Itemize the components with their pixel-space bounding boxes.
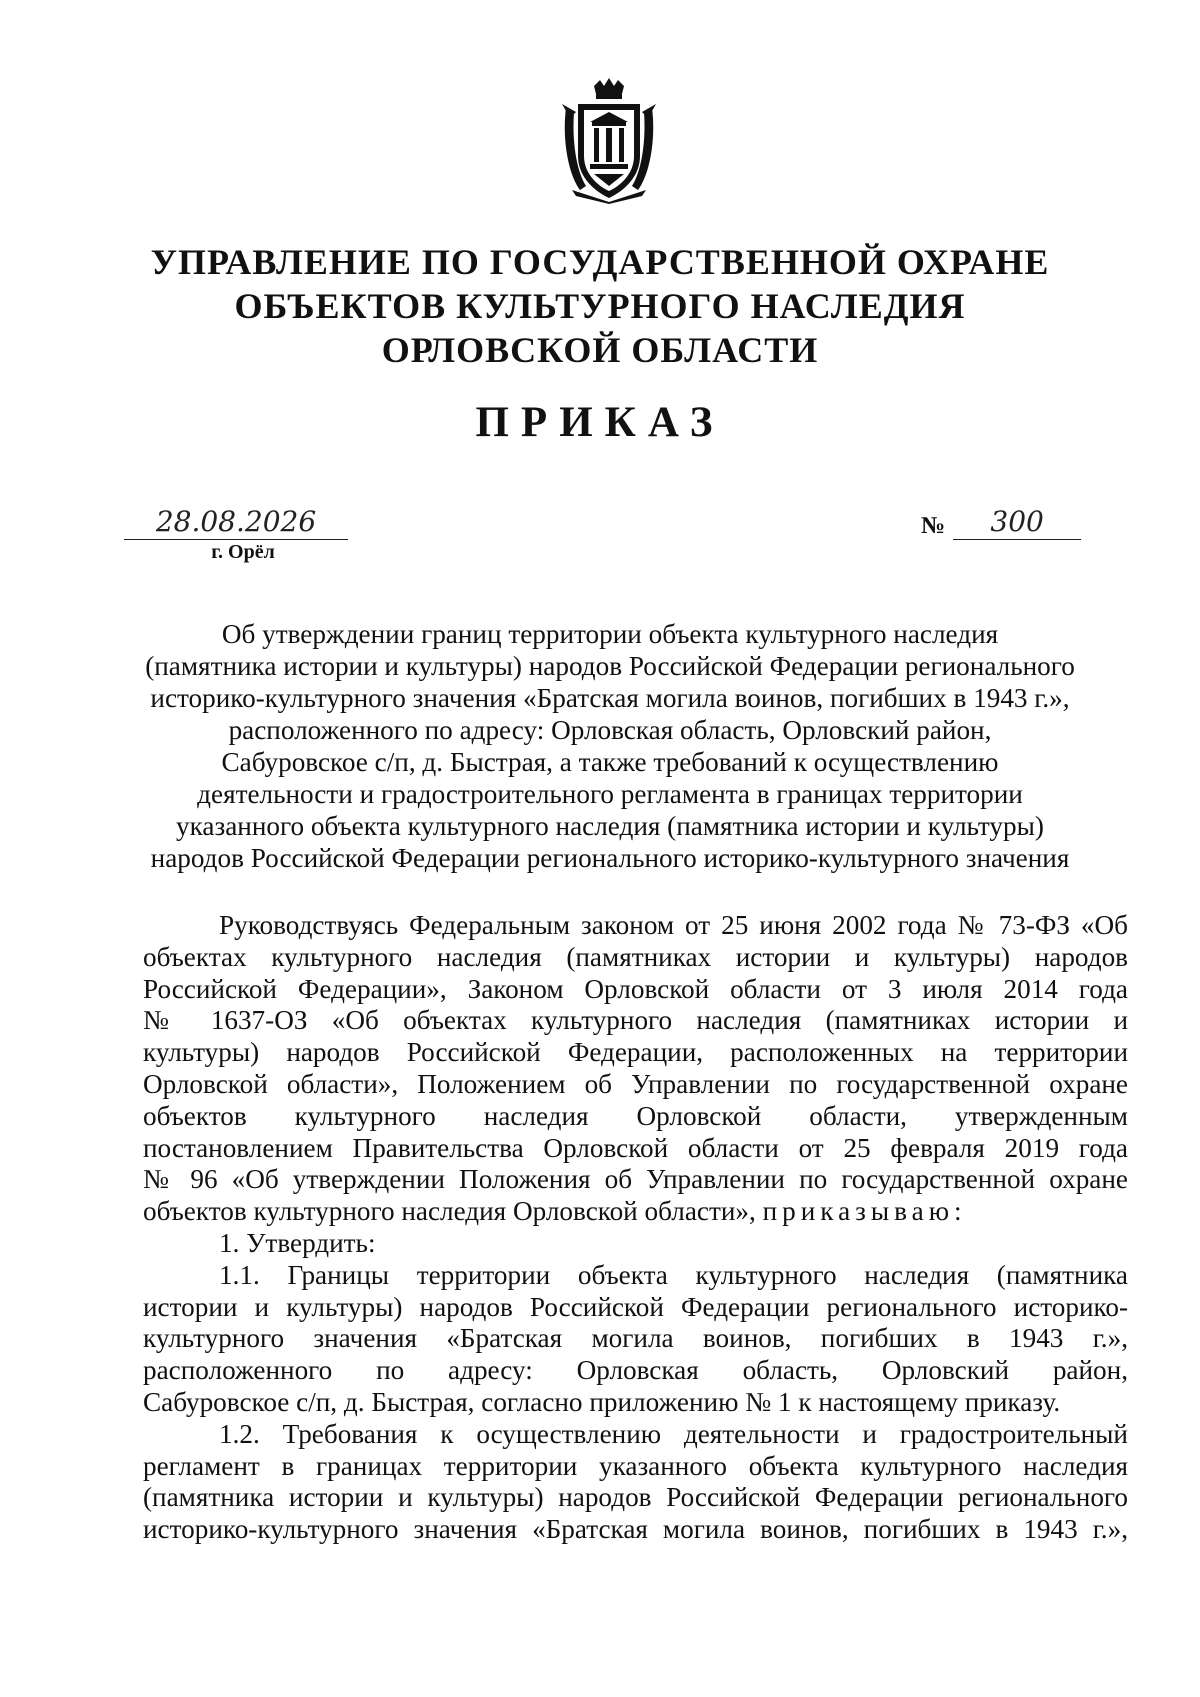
number-sign: № xyxy=(921,513,946,539)
order-word: приказываю: xyxy=(762,1196,967,1227)
subject-line: (памятника истории и культуры) народов Российской Федерации регионального xyxy=(145,651,1075,681)
document-number: 300 xyxy=(953,505,1081,540)
preamble-last-line xyxy=(143,1196,1128,1228)
item-1-2-line: историко-культурного значения «Братская могила воинов, погибших в 1943 г.», xyxy=(143,1514,1128,1545)
item-1-2-line: (памятника истории и культуры) народов Российской Федерации регионального xyxy=(143,1482,1128,1513)
item-1-2-line: регламент в границах территории указанного объекта культурного наследия xyxy=(143,1450,1128,1481)
preamble-line: Российской Федерации», Законом Орловской области от 3 июля 2014 года xyxy=(143,973,1128,1004)
item-1: 1. Утвердить: xyxy=(219,1227,376,1258)
coat-of-arms-emblem xyxy=(560,78,658,204)
document-body xyxy=(143,910,1128,1546)
subject-line: Сабуровское с/п, д. Быстрая, а также требований к осуществлению xyxy=(221,747,999,777)
subject-line: указанного объекта культурного наследия (памятника истории и культуры) xyxy=(176,811,1044,841)
preamble-line: № 96 «Об утверждении Положения об Управлении по государственной охране xyxy=(143,1164,1128,1195)
preamble-line: № 1637-ОЗ «Об объектах культурного наследия (памятниках истории и xyxy=(143,1005,1128,1036)
subject-line: расположенного по адресу: Орловская область, Орловский район, xyxy=(228,715,992,745)
item-1-1-line: истории и культуры) народов Российской Федерации регионального историко- xyxy=(143,1291,1128,1322)
number-block xyxy=(921,505,1081,540)
organization-name xyxy=(0,240,1200,372)
item-1-1-last-line: Сабуровское с/п, д. Быстрая, согласно приложению № 1 к настоящему приказу. xyxy=(143,1386,1061,1417)
item-1-1-line: расположенного по адресу: Орловская область, Орловский район, xyxy=(143,1355,1128,1386)
subject-line: Об утверждении границ территории объекта культурного наследия xyxy=(221,619,999,649)
document-type-title: ПРИКАЗ xyxy=(475,399,725,446)
preamble-line: Орловской области», Положением об Управлении по государственной охране xyxy=(143,1068,1128,1099)
subject-line: народов Российской Федерации регионального историко-культурного значения xyxy=(150,843,1070,873)
preamble-last-text: объектов культурного наследия Орловской области», xyxy=(143,1196,756,1227)
preamble-line: объектов культурного наследия Орловской области, утвержденным xyxy=(143,1100,1128,1131)
preamble-line: Руководствуясь Федеральным законом от 25 июня 2002 года № 73-ФЗ «Об xyxy=(219,910,1128,940)
preamble-line: культуры) народов Российской Федерации, расположенных на территории xyxy=(143,1037,1128,1068)
item-1-2-line: 1.2. Требования к осуществлению деятельности и градостроительный xyxy=(219,1418,1128,1449)
org-line-1: УПРАВЛЕНИЕ ПО ГОСУДАРСТВЕННОЙ ОХРАНЕ xyxy=(150,242,1050,282)
org-line-2: ОБЪЕКТОВ КУЛЬТУРНОГО НАСЛЕДИЯ xyxy=(234,286,966,326)
date-block xyxy=(124,505,348,564)
document-subject xyxy=(120,618,1100,874)
item-1-1-line: 1.1. Границы территории объекта культурного наследия (памятника xyxy=(219,1259,1128,1290)
preamble-line: объектах культурного наследия (памятниках истории и культуры) народов xyxy=(143,941,1128,972)
subject-line: историко-культурного значения «Братская могила воинов, погибших в 1943 г.», xyxy=(150,683,1070,713)
document-date: 28.08.2026 xyxy=(124,505,348,540)
preamble-line: постановлением Правительства Орловской области от 25 февраля 2019 года xyxy=(143,1132,1128,1163)
org-line-3: ОРЛОВСКОЙ ОБЛАСТИ xyxy=(381,330,819,370)
document-city: г. Орёл xyxy=(211,541,275,563)
item-1-1-line: культурного значения «Братская могила воинов, погибших в 1943 г.», xyxy=(143,1323,1128,1354)
subject-line: деятельности и градостроительного регламента в границах территории xyxy=(197,779,1023,809)
